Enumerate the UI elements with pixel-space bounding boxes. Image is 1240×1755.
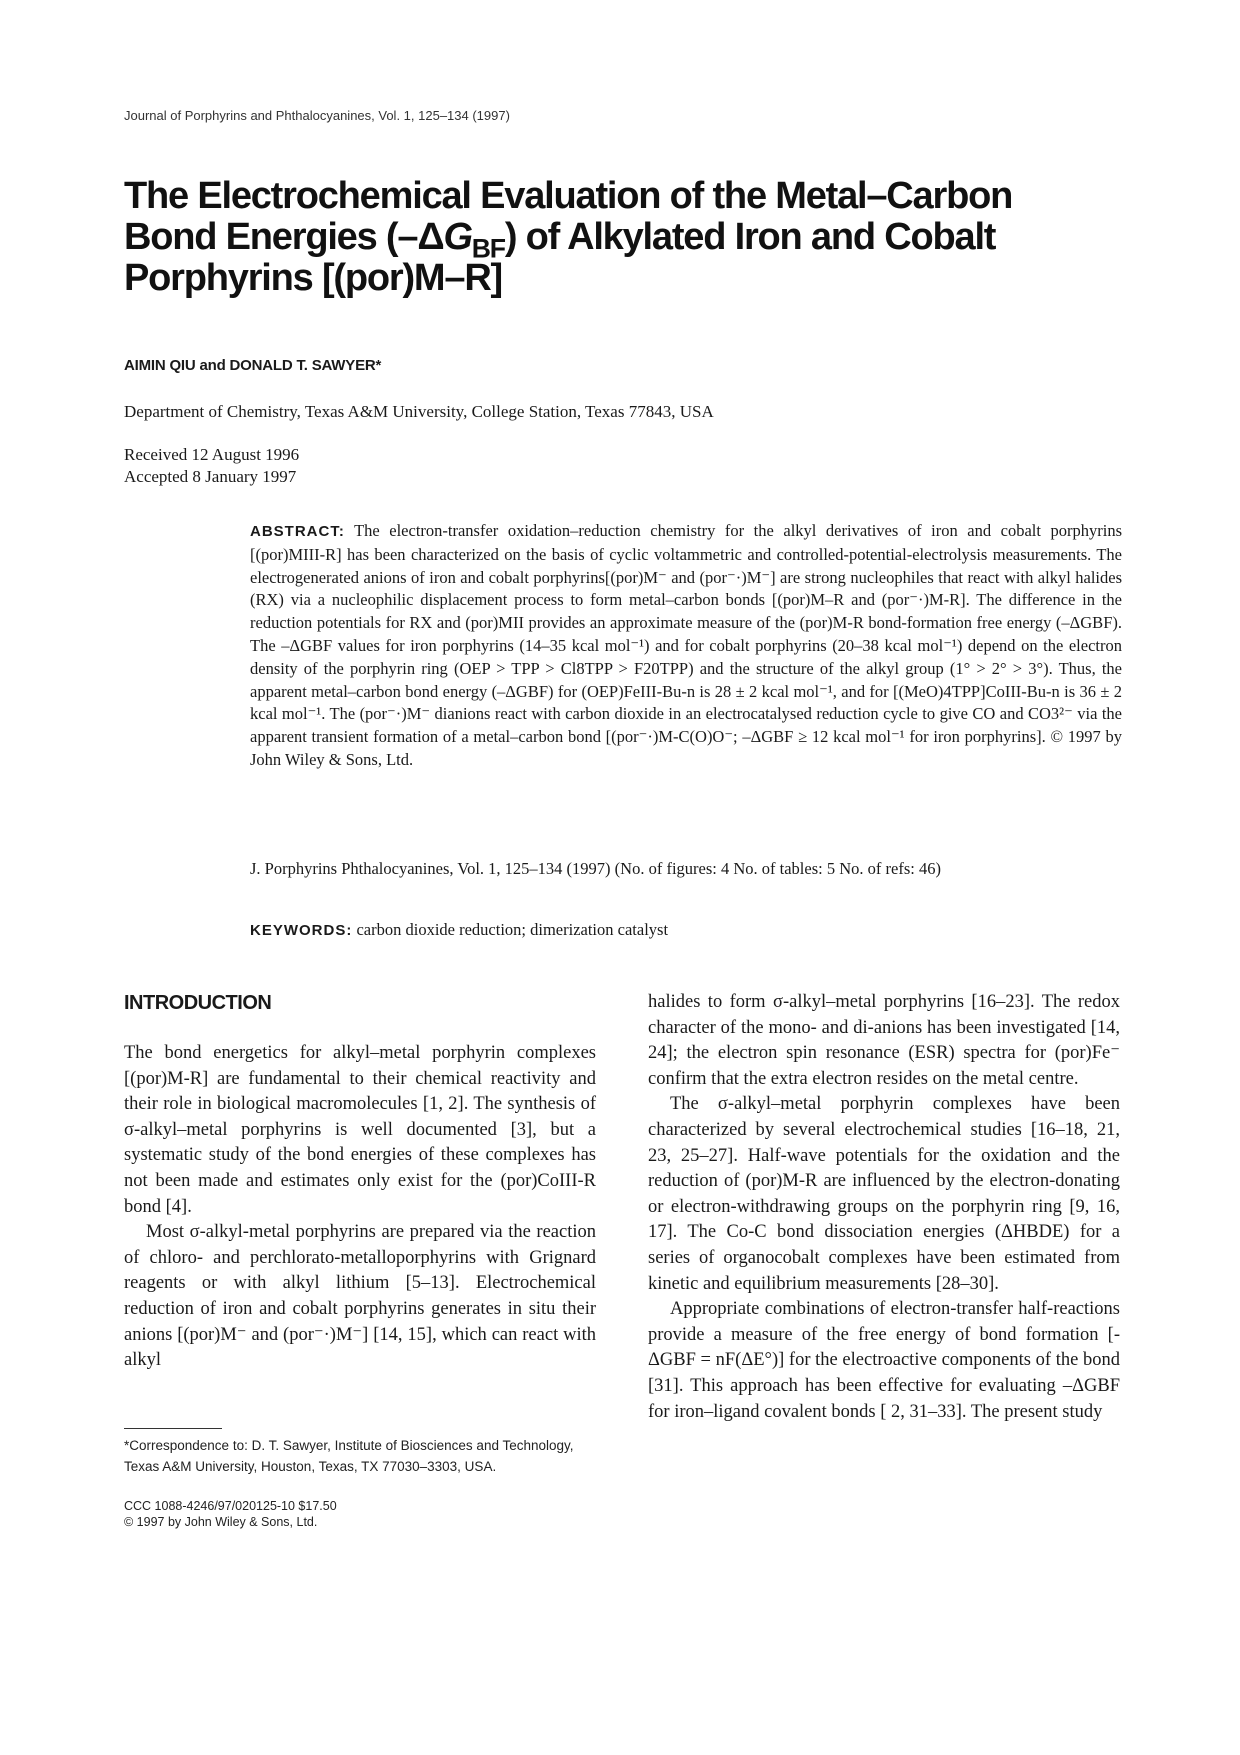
title-line-3: Porphyrins [(por)M–R] bbox=[124, 257, 503, 299]
abstract bbox=[250, 520, 1122, 772]
section-heading-introduction: INTRODUCTION bbox=[124, 992, 272, 1014]
column-left bbox=[124, 1041, 596, 1374]
paragraph: The bond energetics for alkyl–metal porphyrin complexes [(por)M-R] are fundamental to their chemical reactivity and their role in biological macromolecules [1, 2]. The synthesis of σ-alkyl–metal porphyrins is well documented [3], but a systematic study of the bond energies of these complexes has not been made and estimates only exist for the (por)CoIII-R bond [4]. bbox=[124, 1043, 596, 1217]
article-title bbox=[124, 176, 1124, 299]
copyright-block bbox=[124, 1498, 596, 1530]
abstract-text: The electron-transfer oxidation–reduction chemistry for the alkyl derivatives of iron and cobalt porphyrins [(por)MIII-R] has been characterized on the basis of cyclic voltammetric and controlled-potential-electrolysis measurements. The electrogenerated anions of iron and cobalt porphyrins[(por)M⁻ and (por⁻·)M⁻] are strong nucleophiles that react with alkyl halides (RX) via a nucleophilic displacement process to form metal–carbon bonds [(por)M–R and (por⁻·)M-R]. The difference in the reduction potentials for RX and (por)MII provides an approximate measure of the (por)M-R bond-formation free energy (–ΔGBF). The –ΔGBF values for iron porphyrins (14–35 kcal mol⁻¹) and for cobalt porphyrins (20–38 kcal mol⁻¹) depend on the electron density of the porphyrin ring (OEP > TPP > Cl8TPP > F20TPP) and the structure of the alkyl group (1° > 2° > 3°). Thus, the apparent metal–carbon bond energy (–ΔGBF) for (OEP)FeIII-Bu-n is 28 ± 2 kcal mol⁻¹, and for [(MeO)4TPP]CoIII-Bu-n is 36 ± 2 kcal mol⁻¹. The (por⁻·)M⁻ dianions react with carbon dioxide in an electrocatalysed reduction cycle to give CO and CO3²⁻ via the apparent transient formation of a metal–carbon bond [(por⁻·)M-C(O)O⁻; –ΔGBF ≥ 12 kcal mol⁻¹ for iron porphyrins]. © 1997 by John Wiley & Sons, Ltd. bbox=[250, 521, 1122, 769]
citation-line: J. Porphyrins Phthalocyanines, Vol. 1, 125–134 (1997) (No. of figures: 4 No. of tables: 5 No. of refs: 46) bbox=[250, 859, 941, 878]
title-line-2: Bond Energies $(-\Delta G_{BF})$ of Alkylated Iron and Cobalt bbox=[124, 216, 996, 264]
affiliation: Department of Chemistry, Texas A&M University, College Station, Texas 77843, USA bbox=[124, 402, 714, 421]
paragraph: halides to form σ-alkyl–metal porphyrins [16–23]. The redox character of the mono- and di-anions has been investigated [14, 24]; the electron spin resonance (ESR) spectra for (por)Fe⁻ confirm that the extra electron resides on the metal centre. bbox=[648, 992, 1120, 1089]
column-right bbox=[648, 990, 1120, 1425]
paragraph: Most σ-alkyl-metal porphyrins are prepared via the reaction of chloro- and perchlorato-metalloporphyrins with Grignard reagents or with alkyl lithium [5–13]. Electrochemical reduction of iron and cobalt porphyrins generates in situ their anions [(por)M⁻ and (por⁻·)M⁻] [14, 15], which can react with alkyl bbox=[124, 1222, 596, 1371]
accepted-date: Accepted 8 January 1997 bbox=[124, 467, 297, 486]
footnote-divider bbox=[124, 1428, 222, 1429]
keywords-label: KEYWORDS: bbox=[250, 922, 353, 939]
ccc-code: CCC 1088-4246/97/020125-10 $17.50 bbox=[124, 1499, 337, 1513]
copyright-notice: © 1997 by John Wiley & Sons, Ltd. bbox=[124, 1515, 318, 1529]
paragraph: Appropriate combinations of electron-transfer half-reactions provide a measure of the free energy of bond formation [-ΔGBF = nF(ΔE°)] for the electroactive components of the bond [31]. This approach has been effective for evaluating –ΔGBF for iron–ligand covalent bonds [ 2, 31–33]. The present study bbox=[648, 1299, 1120, 1422]
received-date: Received 12 August 1996 bbox=[124, 445, 300, 464]
abstract-label: ABSTRACT: bbox=[250, 523, 345, 540]
dates bbox=[124, 444, 299, 488]
correspondence-footnote: *Correspondence to: D. T. Sawyer, Institute of Biosciences and Technology, Texas A&M University, Houston, Texas, TX 77030–3303, USA. bbox=[124, 1438, 574, 1474]
title-line-1: The Electrochemical Evaluation of the Metal–Carbon bbox=[124, 175, 1013, 217]
running-head: Journal of Porphyrins and Phthalocyanines, Vol. 1, 125–134 (1997) bbox=[124, 108, 510, 123]
authors: AIMIN QIU and DONALD T. SAWYER* bbox=[124, 357, 382, 374]
keywords bbox=[250, 920, 1122, 940]
paragraph: The σ-alkyl–metal porphyrin complexes have been characterized by several electrochemical studies [16–18, 21, 23, 25–27]. Half-wave potentials for the oxidation and the reduction of (por)M-R are influenced by the electron-donating or electron-withdrawing groups on the porphyrin ring [9, 16, 17]. The Co-C bond dissociation energies (ΔHBDE) for a series of organocobalt complexes have been estimated from kinetic and equilibrium measurements [28–30]. bbox=[648, 1094, 1120, 1294]
keywords-text: carbon dioxide reduction; dimerization catalyst bbox=[356, 920, 669, 939]
